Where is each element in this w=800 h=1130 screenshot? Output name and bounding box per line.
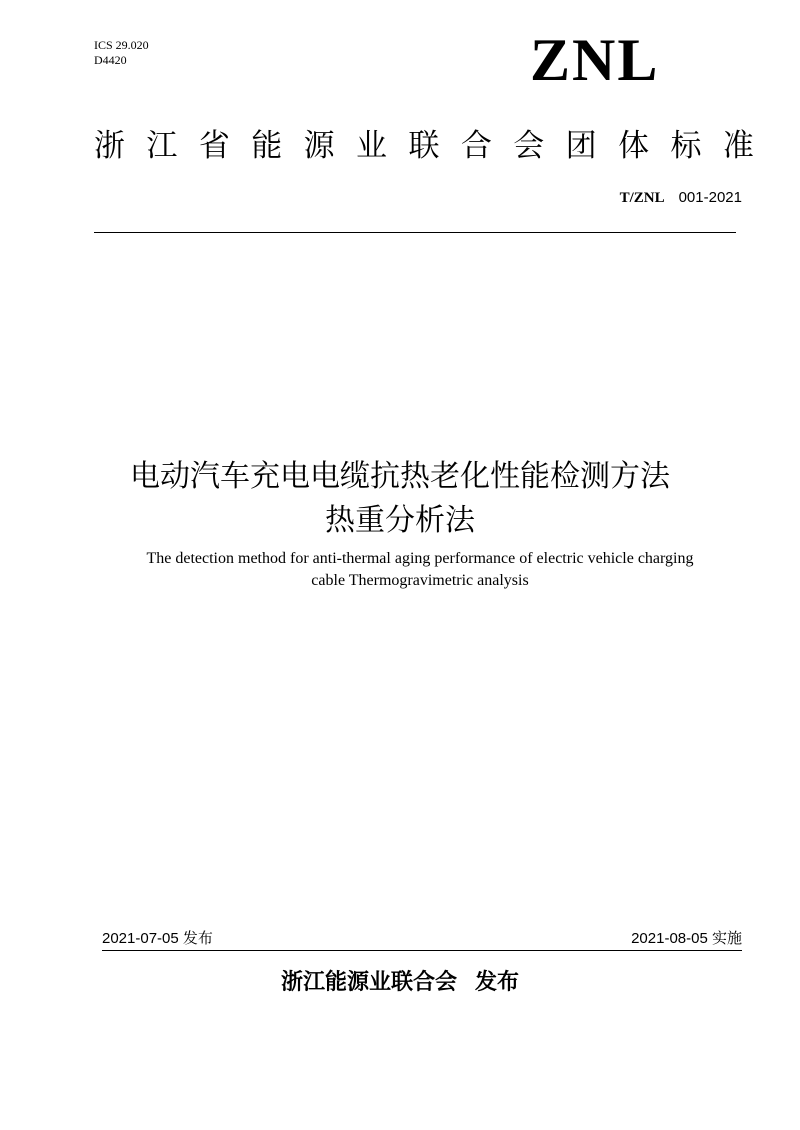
organization-standard-title	[94, 124, 754, 168]
standard-number	[620, 188, 742, 207]
publisher-action: 发布	[475, 970, 520, 995]
ics-code: ICS 29.020	[94, 38, 149, 52]
org-title-char: 准	[722, 128, 754, 164]
org-title-char: 能	[251, 128, 283, 164]
ccs-code: D4420	[94, 53, 127, 67]
ics-code-block	[94, 38, 149, 68]
chinese-title-line-2: 热重分析法	[325, 503, 475, 538]
standard-number-prefix: T/ZNL	[619, 190, 665, 206]
org-title-char: 江	[146, 128, 178, 164]
org-title-char: 团	[565, 128, 597, 164]
english-title-line-2: cable Thermogravimetric analysis	[311, 572, 529, 589]
header-divider	[94, 232, 736, 233]
org-title-char: 体	[618, 128, 650, 164]
issue-date: 2021-07-05 发布	[102, 930, 213, 947]
english-title	[80, 548, 760, 592]
org-title-char: 源	[303, 128, 335, 164]
publisher-name: 浙江能源业联合会	[280, 970, 457, 995]
org-title-char: 会	[513, 128, 545, 164]
znl-logo: ZNL	[530, 27, 660, 93]
org-title-char: 标	[670, 128, 702, 164]
org-title-char: 业	[356, 128, 388, 164]
footer-divider	[102, 950, 742, 951]
org-title-char: 合	[460, 128, 492, 164]
chinese-title-line-1: 电动汽车充电电缆抗热老化性能检测方法	[130, 459, 670, 494]
standard-number-value: 001-2021	[678, 189, 742, 206]
publisher-line	[0, 968, 800, 998]
org-title-char: 省	[198, 128, 230, 164]
implementation-date: 2021-08-05 实施	[631, 930, 742, 947]
org-title-char: 浙	[94, 128, 125, 164]
org-title-char: 联	[408, 128, 440, 164]
english-title-line-1: The detection method for anti-thermal aging performance of electric vehicle charging	[146, 550, 694, 567]
